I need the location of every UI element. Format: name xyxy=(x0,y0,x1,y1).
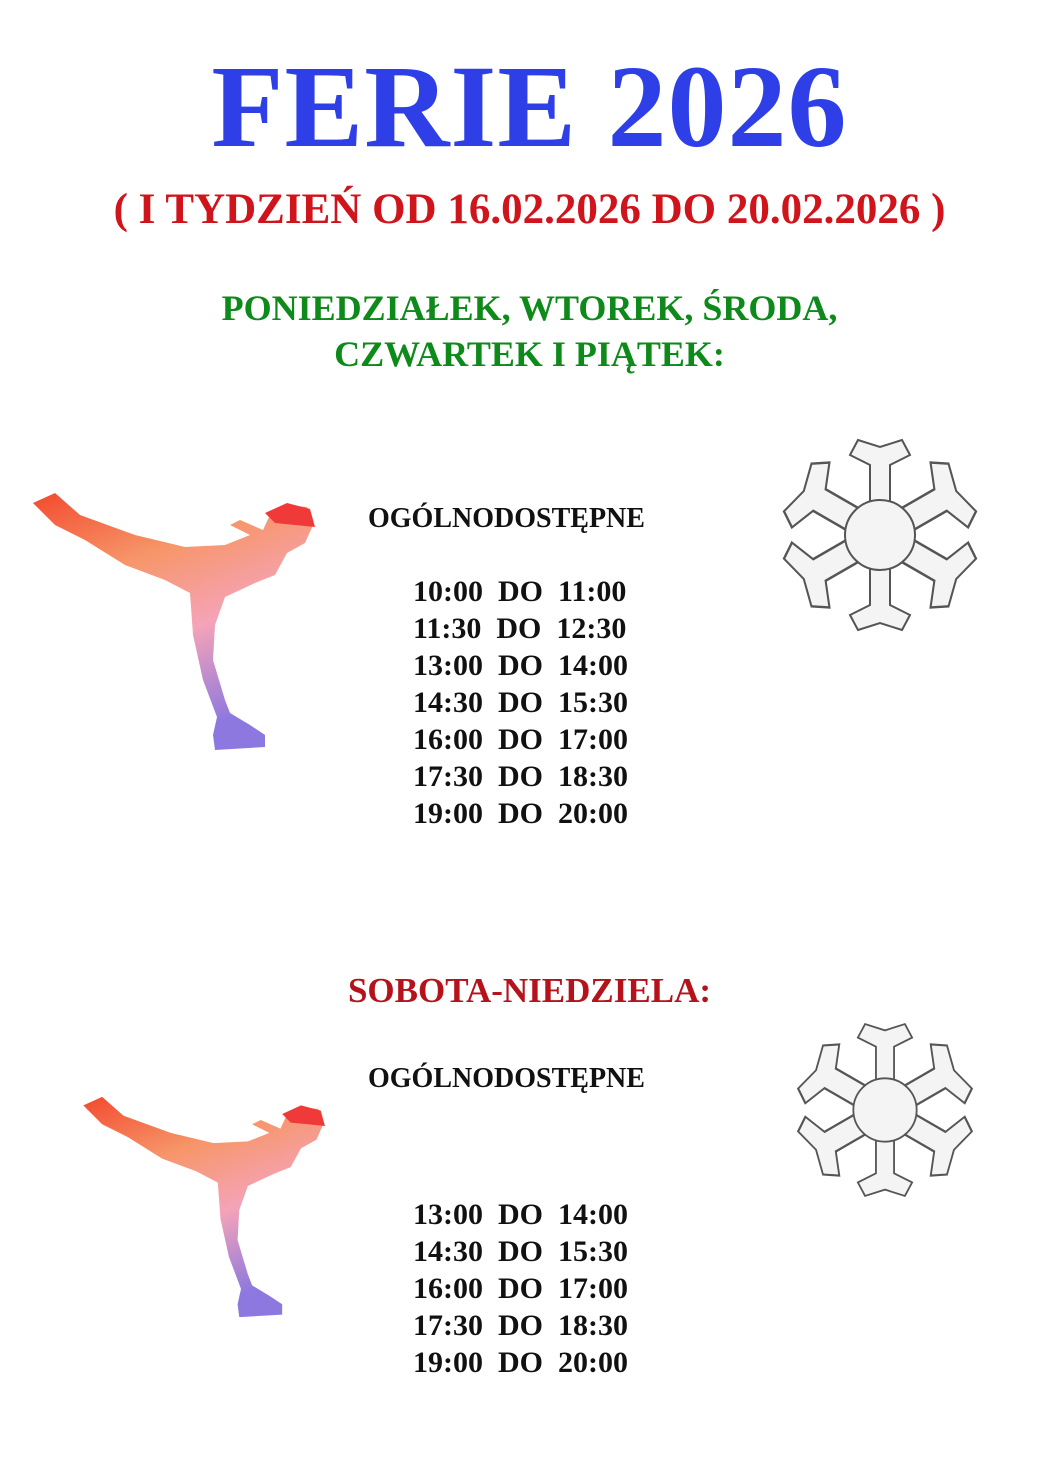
time-slot: 13:00 DO 14:00 xyxy=(413,1198,628,1231)
time-slot: 19:00 DO 20:00 xyxy=(413,1346,628,1379)
weekend-times-list xyxy=(413,1196,628,1381)
weekdays-heading-line2: CZWARTEK I PIĄTEK: xyxy=(334,334,725,374)
time-slot: 13:00 DO 14:00 xyxy=(413,649,628,682)
weekdays-times-list xyxy=(413,573,628,832)
time-slot: 14:30 DO 15:30 xyxy=(413,1235,628,1268)
time-slot: 17:30 DO 18:30 xyxy=(413,1309,628,1342)
time-slot: 11:30 DO 12:30 xyxy=(413,612,627,645)
time-slot: 16:00 DO 17:00 xyxy=(413,1272,628,1305)
page-title: FERIE 2026 xyxy=(211,41,848,172)
figure-skater-icon xyxy=(55,1090,355,1330)
snowflake-icon xyxy=(740,430,1020,640)
date-range: ( I TYDZIEŃ OD 16.02.2026 DO 20.02.2026 ) xyxy=(113,186,946,233)
time-slot: 16:00 DO 17:00 xyxy=(413,723,628,756)
snowflake-icon xyxy=(740,1015,1030,1205)
figure-skater-icon xyxy=(25,485,325,765)
weekend-heading: SOBOTA-NIEDZIELA: xyxy=(347,971,712,1010)
weekdays-session-label: OGÓLNODOSTĘPNE xyxy=(368,503,645,534)
time-slot: 14:30 DO 15:30 xyxy=(413,686,628,719)
time-slot: 17:30 DO 18:30 xyxy=(413,760,628,793)
weekend-session-label: OGÓLNODOSTĘPNE xyxy=(368,1063,645,1094)
time-slot: 19:00 DO 20:00 xyxy=(413,797,628,830)
weekdays-heading-line1: PONIEDZIAŁEK, WTOREK, ŚRODA, xyxy=(221,288,838,328)
time-slot: 10:00 DO 11:00 xyxy=(413,575,627,608)
